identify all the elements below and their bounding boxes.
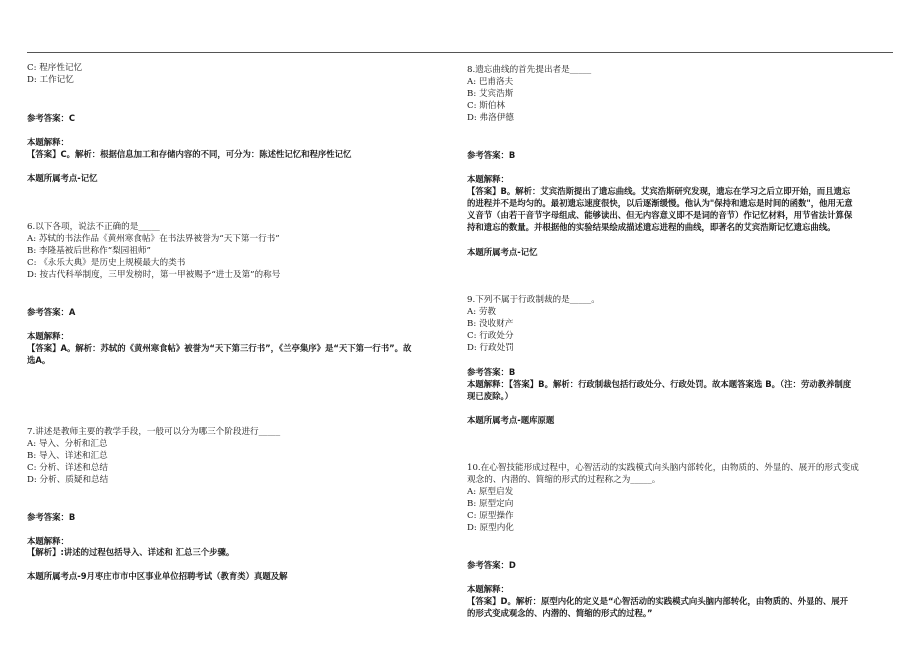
analysis-title: 本题解释： bbox=[27, 137, 69, 147]
question-stem: 9.下列不属于行政制裁的是_____。 bbox=[467, 295, 600, 305]
answer-label: 参考答案：B bbox=[467, 150, 516, 160]
answer-label: 参考答案：B bbox=[467, 367, 516, 377]
option-a: A: 巴甫洛夫 bbox=[467, 77, 514, 87]
option-d: D: 弗洛伊德 bbox=[467, 113, 514, 123]
analysis-text-cont: 的形式变成观念的、内潜的、简缩的形式的过程。” bbox=[467, 608, 653, 618]
option-d: D: 按古代科举制度，三甲发榜时，第一甲被赐予“进士及第”的称号 bbox=[27, 270, 281, 280]
option-d: D: 原型内化 bbox=[467, 523, 514, 533]
option-a: A: 劳教 bbox=[467, 307, 497, 317]
option-d: D: 工作记忆 bbox=[27, 75, 74, 85]
analysis-title: 本题解释： bbox=[27, 536, 69, 546]
answer-label: 参考答案：D bbox=[467, 560, 516, 570]
question-stem: 10.在心智技能形成过程中，心智活动的实践模式向头脑内部转化，由物质的、外显的、展开的形式变成 bbox=[467, 463, 859, 473]
topic-label: 本题所属考点-题库原题 bbox=[467, 415, 555, 425]
question-stem: 8.遗忘曲线的首先提出者是_____ bbox=[467, 65, 592, 75]
analysis-text-cont: 义音节（由若干音节字母组成、能够读出、但无内容意义即不是词的音节）作记忆材料，用节省法计算保 bbox=[467, 210, 853, 220]
analysis-title: 本题解释： bbox=[467, 584, 509, 594]
answer-label: 参考答案：C bbox=[27, 113, 76, 123]
option-b: B: 原型定向 bbox=[467, 499, 514, 509]
topic-label: 本题所属考点-记忆 bbox=[467, 247, 538, 257]
option-b: B: 导入、详述和汇总 bbox=[27, 451, 108, 461]
topic-label: 本题所属考点-9月枣庄市市中区事业单位招聘考试（教育类）真题及解 bbox=[27, 571, 288, 581]
option-a: A: 导入、分析和汇总 bbox=[27, 439, 108, 449]
answer-label: 参考答案：A bbox=[27, 307, 76, 317]
option-c: C: 行政处分 bbox=[467, 331, 514, 341]
header-rule bbox=[27, 52, 893, 53]
question-stem: 6.以下各项，说法不正确的是_____ bbox=[27, 222, 160, 232]
analysis-text-cont: 选A。 bbox=[27, 355, 51, 365]
option-a: A: 原型启发 bbox=[467, 487, 514, 497]
analysis-text-cont: 持和遗忘的数量。并根据他的实验结果绘成描述遗忘进程的曲线，即著名的艾宾浩斯记忆遗忘曲线。 bbox=[467, 222, 836, 232]
analysis-text: 【答案】D。解析：原型内化的定义是“心智活动的实践模式向头脑内部转化，由物质的、外显的、展开 bbox=[467, 596, 848, 606]
option-d: D: 行政处罚 bbox=[467, 343, 514, 353]
analysis-text: 【答案】B。解析：艾宾浩斯提出了遗忘曲线。艾宾浩斯研究发现，遗忘在学习之后立即开始，而且遗忘 bbox=[467, 186, 851, 196]
question-stem-cont: 观念的、内潜的、简缩的形式的过程称之为_____。 bbox=[467, 475, 661, 485]
answer-label: 参考答案：B bbox=[27, 512, 76, 522]
analysis-title: 本题解释： bbox=[27, 331, 69, 341]
option-c: C: 原型操作 bbox=[467, 511, 514, 521]
option-b: B: 李隆基被后世称作“梨园祖师” bbox=[27, 246, 151, 256]
topic-label: 本题所属考点-记忆 bbox=[27, 173, 98, 183]
analysis-text-cont: 现已废除。） bbox=[467, 391, 514, 401]
option-c: C: 斯伯林 bbox=[467, 101, 505, 111]
analysis-text-cont: 的进程并不是均匀的。最初遗忘速度很快，以后逐渐缓慢。他认为"保持和遗忘是时间的函数"，他用无意 bbox=[467, 198, 853, 208]
option-d: D: 分析、质疑和总结 bbox=[27, 475, 109, 485]
option-c: C: 程序性记忆 bbox=[27, 63, 83, 73]
option-c: C: 《永乐大典》是历史上规模最大的类书 bbox=[27, 258, 186, 268]
option-c: C: 分析、详述和总结 bbox=[27, 463, 108, 473]
option-b: B: 艾宾浩斯 bbox=[467, 89, 514, 99]
analysis-title: 本题解释： bbox=[467, 174, 509, 184]
analysis-text: 【答案】C。解析：根据信息加工和存储内容的不同，可分为：陈述性记忆和程序性记忆 bbox=[27, 149, 352, 159]
analysis-text: 【解析】:讲述的过程包括导入、详述和 汇总三个步骤。 bbox=[27, 547, 235, 557]
analysis-text: 【答案】A。解析：苏轼的《黄州寒食帖》被誉为“天下第三行书”，《兰亭集序》是“天下第一行书”。故 bbox=[27, 343, 412, 353]
question-stem: 7.讲述是教师主要的教学手段，一般可以分为哪三个阶段进行_____ bbox=[27, 427, 281, 437]
option-b: B: 没收财产 bbox=[467, 319, 514, 329]
option-a: A: 苏轼的书法作品《黄州寒食帖》在书法界被誉为“天下第一行书” bbox=[27, 234, 280, 244]
analysis-text: 本题解释：【答案】B。解析：行政制裁包括行政处分、行政处罚。故本题答案选 B。（注：劳动教养制度 bbox=[467, 379, 852, 389]
